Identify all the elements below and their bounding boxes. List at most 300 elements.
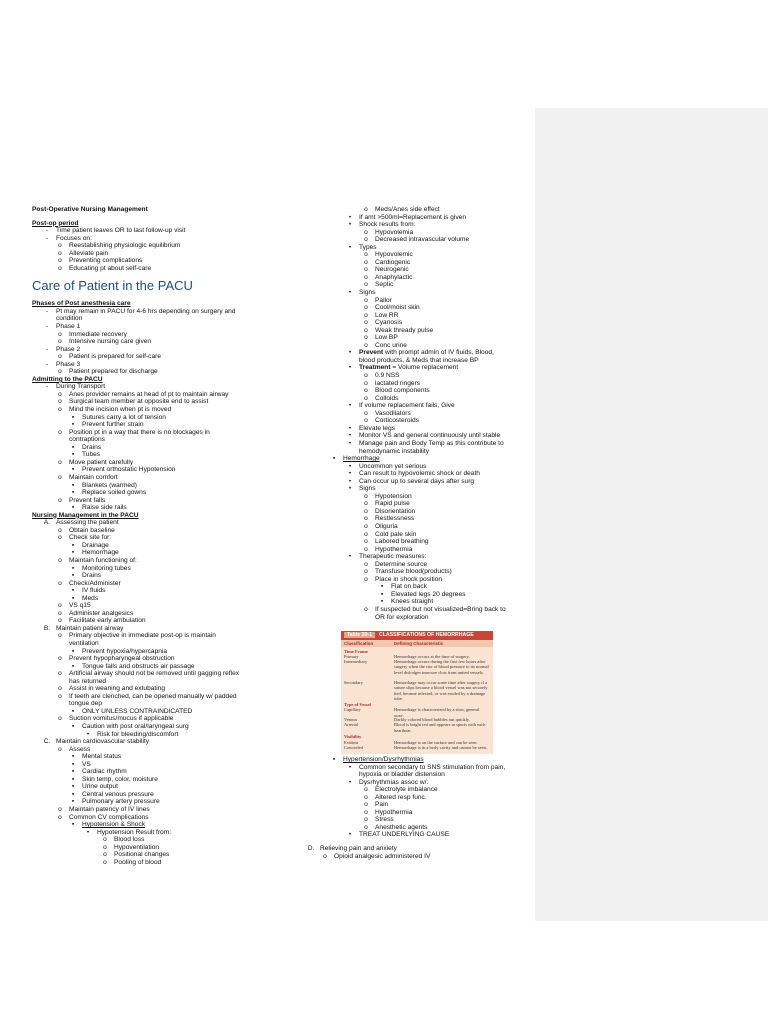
bullet-marker: o xyxy=(364,492,368,500)
outline-line xyxy=(303,214,531,222)
table-row xyxy=(341,745,493,755)
bullet-marker: o xyxy=(364,522,368,530)
table-row xyxy=(341,659,493,680)
line-text: Educating pt about self-care xyxy=(69,264,152,272)
outline-line xyxy=(32,414,266,422)
line-text: Corticosteroids xyxy=(375,417,419,425)
row-label: Evident xyxy=(344,739,358,745)
line-text: Hypotension & Shock xyxy=(82,821,146,829)
outline-line xyxy=(303,319,531,327)
bullet-marker: ▪ xyxy=(71,647,75,655)
bullet-marker: ▪ xyxy=(71,768,75,776)
line-text: Sutures carry a lot of tension xyxy=(82,413,166,421)
line-text: Patient prepared for discharge xyxy=(69,368,158,376)
line-text: Opioid analgesic administered IV xyxy=(334,852,431,860)
bullet-marker: ▪ xyxy=(71,421,75,429)
bullet-marker: • xyxy=(348,462,352,470)
outline-line xyxy=(32,693,266,701)
outline-line xyxy=(32,242,266,250)
line-text: has returned xyxy=(69,677,107,685)
row-desc: Darkly colored blood bubbles out quickly. xyxy=(394,717,470,723)
outline-line xyxy=(32,527,266,535)
outline-line xyxy=(32,580,266,588)
line-text: Phase 3 xyxy=(56,360,81,368)
bullet-marker: o xyxy=(364,266,368,274)
line-text: Signs xyxy=(359,485,376,493)
line-text: Dysrhythmias assoc w/: xyxy=(359,778,429,786)
outline-line xyxy=(32,542,266,550)
outline-line xyxy=(303,297,531,305)
outline-line xyxy=(303,531,531,539)
bullet-marker: ▪ xyxy=(71,549,75,557)
line-text: Assess xyxy=(69,745,91,753)
bullet-marker: o xyxy=(364,228,368,236)
line-text: Raise side rails xyxy=(82,504,127,512)
line-text: Check site for: xyxy=(69,534,112,542)
outline-line xyxy=(32,557,266,565)
outline-line xyxy=(303,289,531,297)
bullet-marker: o xyxy=(364,816,368,824)
outline-line xyxy=(32,821,266,829)
table-header-classification: Classification xyxy=(344,641,374,646)
outline-line xyxy=(32,753,266,761)
right-column-lower xyxy=(303,756,531,860)
line-text: Intensive nursing care given xyxy=(69,338,152,346)
bullet-marker: • xyxy=(348,402,352,410)
bullet-marker: o xyxy=(364,808,368,816)
line-text: Prevent hypoxia/hypercapnia xyxy=(82,647,168,655)
outline-line xyxy=(303,349,531,357)
hemorrhage-classification-table xyxy=(341,631,493,754)
outline-line xyxy=(32,376,266,384)
outline-line xyxy=(32,227,266,235)
bullet-marker: o xyxy=(364,251,368,259)
line-text: Disorientation xyxy=(375,507,416,515)
bullet-marker: o xyxy=(364,417,368,425)
outline-line xyxy=(32,814,266,822)
row-label: Secondary xyxy=(344,680,363,686)
line-text: Relieving pain and anxiety xyxy=(320,845,397,853)
line-text: ONLY UNLESS CONTRAINDICATED xyxy=(82,707,193,715)
bullet-marker: o xyxy=(364,538,368,546)
outline-line xyxy=(32,421,266,429)
table-row xyxy=(341,707,493,717)
outline-line xyxy=(32,632,266,640)
line-text: Knees straight xyxy=(391,598,434,606)
outline-line xyxy=(32,383,266,391)
bullet-marker: o xyxy=(323,852,327,860)
bullet-marker: o xyxy=(58,368,62,376)
bullet-marker: ▪ xyxy=(71,564,75,572)
outline-line xyxy=(303,508,531,516)
bullet-marker: o xyxy=(364,334,368,342)
outline-line xyxy=(32,670,266,678)
bullet-marker: o xyxy=(58,617,62,625)
outline-line xyxy=(303,478,531,486)
outline-line xyxy=(32,406,266,414)
line-text: Can result to hypovolemic shock or death xyxy=(359,470,480,478)
outline-line xyxy=(303,801,531,809)
outline-line xyxy=(32,235,266,243)
line-text: Positional changes xyxy=(114,851,170,859)
outline-line xyxy=(32,851,266,859)
outline-line xyxy=(32,678,266,686)
outline-line xyxy=(303,372,531,380)
bullet-marker: o xyxy=(364,326,368,334)
line-text: Neurogenic xyxy=(375,266,409,274)
line-text: Cool/moist skin xyxy=(375,304,420,312)
line-text: Patient is prepared for self-care xyxy=(69,353,161,361)
bullet-marker: o xyxy=(58,458,62,466)
outline-line xyxy=(32,663,266,671)
line-text: Caution with post oral/laryngeal surg xyxy=(82,723,189,730)
bullet-marker: o xyxy=(58,428,62,436)
bullet-marker: • xyxy=(348,485,352,493)
bullet-marker: o xyxy=(58,715,62,723)
outline-line xyxy=(32,338,266,346)
bullet-marker: A. xyxy=(43,519,51,527)
bullet-marker: o xyxy=(58,496,62,504)
outline-line xyxy=(303,786,531,794)
outline-line xyxy=(303,304,531,312)
bullet-marker: ▪ xyxy=(71,594,75,602)
line-text: Replace soiled gowns xyxy=(82,489,147,497)
bullet-marker: o xyxy=(58,473,62,481)
line-text: Urine output xyxy=(82,783,118,791)
bullet-marker: - xyxy=(45,383,49,391)
table-title-bar xyxy=(341,631,493,640)
outline-line xyxy=(303,561,531,569)
outline-line xyxy=(303,493,531,501)
bullet-marker: o xyxy=(364,379,368,387)
outline-line xyxy=(303,606,531,614)
outline-line xyxy=(32,353,266,361)
bullet-marker: o xyxy=(58,806,62,814)
line-text: Conc urine xyxy=(375,341,407,349)
bullet-marker: o xyxy=(364,206,368,213)
line-text: Alleviate pain xyxy=(69,249,109,257)
line-text: tongue dep xyxy=(69,700,103,708)
outline-line xyxy=(32,206,266,214)
line-text: Hypovolemic xyxy=(375,251,413,259)
outline-line xyxy=(303,515,531,523)
line-text: Surgical team member at opposite end to assist xyxy=(69,398,209,406)
bullet-marker: o xyxy=(103,843,107,851)
line-text: 0.9 NSS xyxy=(375,372,400,380)
line-text: Meds xyxy=(82,594,99,602)
outline-line xyxy=(32,220,266,228)
outline-line xyxy=(32,308,266,316)
line-text: Facilitate early ambulation xyxy=(69,617,146,625)
bullet-marker: ▪ xyxy=(71,707,75,715)
line-text: Decreased intravascular volume xyxy=(375,236,470,244)
line-text: Assist in weaning and extubating xyxy=(69,685,166,693)
line-text: with prompt admin of IV fluids, Blood, xyxy=(385,349,494,357)
bullet-marker: • xyxy=(348,778,352,786)
bullet-marker: B. xyxy=(43,624,51,632)
outline-line xyxy=(32,761,266,769)
outline-line xyxy=(32,791,266,799)
line-text: Flat on back xyxy=(391,583,427,591)
line-text: Manage pain and Body Temp as this contribute to xyxy=(359,439,504,447)
bullet-marker: ▪ xyxy=(380,598,384,606)
outline-line xyxy=(303,221,531,229)
line-text: Time patient leaves OR to last follow-up visit xyxy=(56,227,186,235)
bullet-marker: o xyxy=(58,685,62,693)
line-text: Phase 2 xyxy=(56,345,81,353)
bullet-marker: o xyxy=(364,258,368,266)
line-text: Admitting to the PACU xyxy=(32,375,103,383)
bullet-marker: o xyxy=(103,836,107,844)
bullet-marker: o xyxy=(364,605,368,613)
bullet-marker: ▪ xyxy=(71,587,75,595)
bullet-marker: ▪ xyxy=(380,590,384,598)
bullet-marker: • xyxy=(348,477,352,485)
bullet-marker: • xyxy=(348,349,352,357)
bullet-marker: o xyxy=(58,670,62,678)
bullet-marker: • xyxy=(348,439,352,447)
line-text: VS q15 xyxy=(69,602,91,610)
line-text: Can occur up to several days after surg xyxy=(359,477,475,485)
line-text: Pulmonary artery pressure xyxy=(82,798,160,806)
outline-line xyxy=(32,829,266,837)
line-text: Prevent falls xyxy=(69,496,106,504)
bullet-marker: ▪ xyxy=(71,790,75,798)
bullet-marker: • xyxy=(348,432,352,440)
row-desc: Hemorrhage is on the surface and can be seen. xyxy=(394,739,478,745)
table-section-time-frame: Time Frame xyxy=(344,649,368,654)
outline-line xyxy=(32,466,266,474)
bullet-marker: o xyxy=(364,311,368,319)
bullet-marker: o xyxy=(58,330,62,338)
line-text: Drains xyxy=(82,572,102,580)
line-text: Maintain patient airway xyxy=(56,624,124,632)
outline-line xyxy=(32,534,266,542)
bullet-marker: o xyxy=(58,745,62,753)
line-text: Vasodilators xyxy=(375,409,411,417)
bullet-marker: • xyxy=(86,828,90,836)
outline-line xyxy=(32,300,266,308)
line-text: Common secondary to SNS stimulation from pain, xyxy=(359,763,506,771)
outline-line xyxy=(32,700,266,708)
outline-line xyxy=(303,410,531,418)
row-desc: Hemorrhage is in a body cavity and cannot be seen. xyxy=(394,744,487,750)
line-text: Weak thready pulse xyxy=(375,326,434,334)
line-text: Nursing Management in the PACU xyxy=(32,511,139,519)
bullet-marker: ▪ xyxy=(71,489,75,497)
outline-line xyxy=(303,598,531,606)
line-text: Monitoring tubes xyxy=(82,564,131,572)
outline-line xyxy=(303,432,531,440)
outline-line xyxy=(303,553,531,561)
bullet-marker: • xyxy=(348,763,352,771)
outline-line xyxy=(32,768,266,776)
line-text: Drains xyxy=(82,443,102,451)
line-text: Maintain comfort xyxy=(69,473,118,481)
bullet-marker: o xyxy=(58,242,62,250)
outline-line xyxy=(303,771,531,779)
line-text: lactated ringers xyxy=(375,379,421,387)
line-text: Hypotension xyxy=(375,492,412,500)
line-text: Preventing complications xyxy=(69,257,143,265)
bullet-marker: o xyxy=(58,390,62,398)
outline-line xyxy=(303,485,531,493)
line-text: IV fluids xyxy=(82,587,106,595)
outline-line xyxy=(32,489,266,497)
bullet-marker: o xyxy=(364,560,368,568)
line-text: Low BP xyxy=(375,334,398,342)
line-text: Transfuse blood(products) xyxy=(375,568,452,576)
bullet-marker: • xyxy=(348,221,352,229)
line-text: Phase 1 xyxy=(56,323,81,331)
line-text: Prevent further strain xyxy=(82,421,144,429)
bullet-marker: o xyxy=(364,568,368,576)
outline-line xyxy=(303,364,531,372)
bullet-marker: o xyxy=(58,338,62,346)
table-row xyxy=(341,722,493,734)
line-text: During Transport xyxy=(56,383,106,391)
bullet-marker: - xyxy=(45,345,49,353)
outline-line xyxy=(303,853,531,861)
row-label: Arterial xyxy=(344,722,358,728)
outline-line xyxy=(303,845,531,853)
bullet-marker: o xyxy=(103,858,107,866)
line-text: condition xyxy=(56,315,83,323)
outline-line xyxy=(303,334,531,342)
outline-line xyxy=(32,398,266,406)
line-text: Electrolyte imbalance xyxy=(375,786,438,794)
outline-line xyxy=(32,806,266,814)
line-text: Hypovolemia xyxy=(375,228,414,236)
bullet-marker: o xyxy=(364,394,368,402)
outline-line xyxy=(303,357,531,365)
outline-line xyxy=(303,281,531,289)
outline-line xyxy=(303,809,531,817)
line-text: Tubes xyxy=(82,451,101,459)
bullet-marker: o xyxy=(364,786,368,794)
outline-line xyxy=(32,648,266,656)
bullet-marker: • xyxy=(348,213,352,221)
bullet-marker: o xyxy=(364,296,368,304)
table-title: CLASSIFICATIONS OF HEMORRHAGE xyxy=(379,632,474,638)
row-label: Capillary xyxy=(344,707,361,713)
line-text: contraptions xyxy=(69,436,105,444)
line-text: Phases of Post anesthesia care xyxy=(32,300,131,308)
row-desc: Hemorrhage occurs during the first few hours after surgery when the rise of blood pressure to its normal level dislodges insecure clots from untied vessels. xyxy=(394,659,489,675)
bullet-marker: ▪ xyxy=(71,572,75,580)
line-text: Pooling of blood xyxy=(114,858,162,866)
outline-line xyxy=(32,602,266,610)
bullet-marker: ▪ xyxy=(71,662,75,670)
bullet-marker: ▪ xyxy=(71,723,75,730)
outline-line xyxy=(32,731,266,739)
line-text: If suspected but not visualized=Bring back to xyxy=(375,605,506,613)
outline-line xyxy=(303,794,531,802)
line-text: Oliguria xyxy=(375,522,398,530)
outline-line xyxy=(32,265,266,273)
bullet-marker: o xyxy=(364,236,368,244)
bullet-marker: - xyxy=(45,323,49,331)
line-text: Maintain cardiovascular stability xyxy=(56,738,150,746)
right-column xyxy=(303,206,531,621)
bullet-marker: o xyxy=(364,545,368,553)
line-text: Administer analgesics xyxy=(69,609,134,617)
outline-line xyxy=(303,380,531,388)
outline-line xyxy=(303,274,531,282)
outline-line xyxy=(32,798,266,806)
line-text: Anes provider remains at head of pt to maintain airway xyxy=(69,390,229,398)
outline-line xyxy=(303,824,531,832)
bullet-marker: o xyxy=(364,319,368,327)
table-number: Table 20-1 xyxy=(344,632,375,638)
bullet-marker: o xyxy=(58,257,62,265)
line-text: Blood components xyxy=(375,387,430,395)
outline-line xyxy=(32,497,266,505)
line-text: Therapeutic measures: xyxy=(359,553,427,561)
bullet-marker: o xyxy=(58,602,62,610)
table-section-visibility: Visibility xyxy=(344,734,362,740)
line-text: Altered resp func. xyxy=(375,793,427,801)
line-text: Pain xyxy=(375,801,389,809)
bullet-marker: o xyxy=(58,692,62,700)
line-text: hypoxia or bladder distension xyxy=(359,771,445,779)
outline-line xyxy=(32,617,266,625)
line-text: Obtain baseline xyxy=(69,526,115,534)
line-text: ventilation xyxy=(69,639,99,647)
bullet-marker: ▪ xyxy=(71,753,75,761)
line-text: Place in shock position xyxy=(375,575,443,583)
outline-line xyxy=(303,229,531,237)
bullet-marker: o xyxy=(58,398,62,406)
outline-line xyxy=(303,816,531,824)
line-text: Mind the incision when pt is moved xyxy=(69,406,172,414)
bullet-marker: o xyxy=(364,304,368,312)
line-text: Cyanosis xyxy=(375,319,403,327)
outline-line xyxy=(32,610,266,618)
line-text: Stress xyxy=(375,816,394,824)
line-text: If volume replacement fails, Give xyxy=(359,402,455,410)
line-text: If teeth are clenched, can be opened manually w/ padded xyxy=(69,692,237,700)
line-text: Meds/Anes side effect xyxy=(375,206,440,213)
table-row xyxy=(341,680,493,702)
section-heading: Care of Patient in the PACU xyxy=(32,278,193,294)
bullet-marker: • xyxy=(348,831,352,839)
line-text: hemodynamic instability xyxy=(359,447,429,455)
outline-line xyxy=(32,572,266,580)
row-label: Venous xyxy=(344,717,358,723)
line-text: Low RR xyxy=(375,311,399,319)
outline-line xyxy=(32,655,266,663)
line-text: Skin temp, color, moisture xyxy=(82,775,158,783)
outline-line xyxy=(303,470,531,478)
line-text: Hypoventilation xyxy=(114,843,160,851)
line-text: Prevent orthostatic Hypotension xyxy=(82,466,176,474)
line-text: Anaphylactic xyxy=(375,273,413,281)
bullet-marker: ▪ xyxy=(71,541,75,549)
bullet-marker: o xyxy=(58,526,62,534)
outline-line xyxy=(32,257,266,265)
bullet-marker: - xyxy=(45,227,49,235)
bullet-marker: o xyxy=(58,534,62,542)
bullet-marker: o xyxy=(58,609,62,617)
bullet-marker: o xyxy=(364,823,368,831)
bullet-marker: o xyxy=(58,655,62,663)
line-text: Prevent hypopharyngeal obstruction xyxy=(69,655,175,663)
bullet-marker: o xyxy=(58,813,62,821)
outline-line xyxy=(32,836,266,844)
bullet-marker: - xyxy=(45,360,49,368)
outline-line xyxy=(32,565,266,573)
